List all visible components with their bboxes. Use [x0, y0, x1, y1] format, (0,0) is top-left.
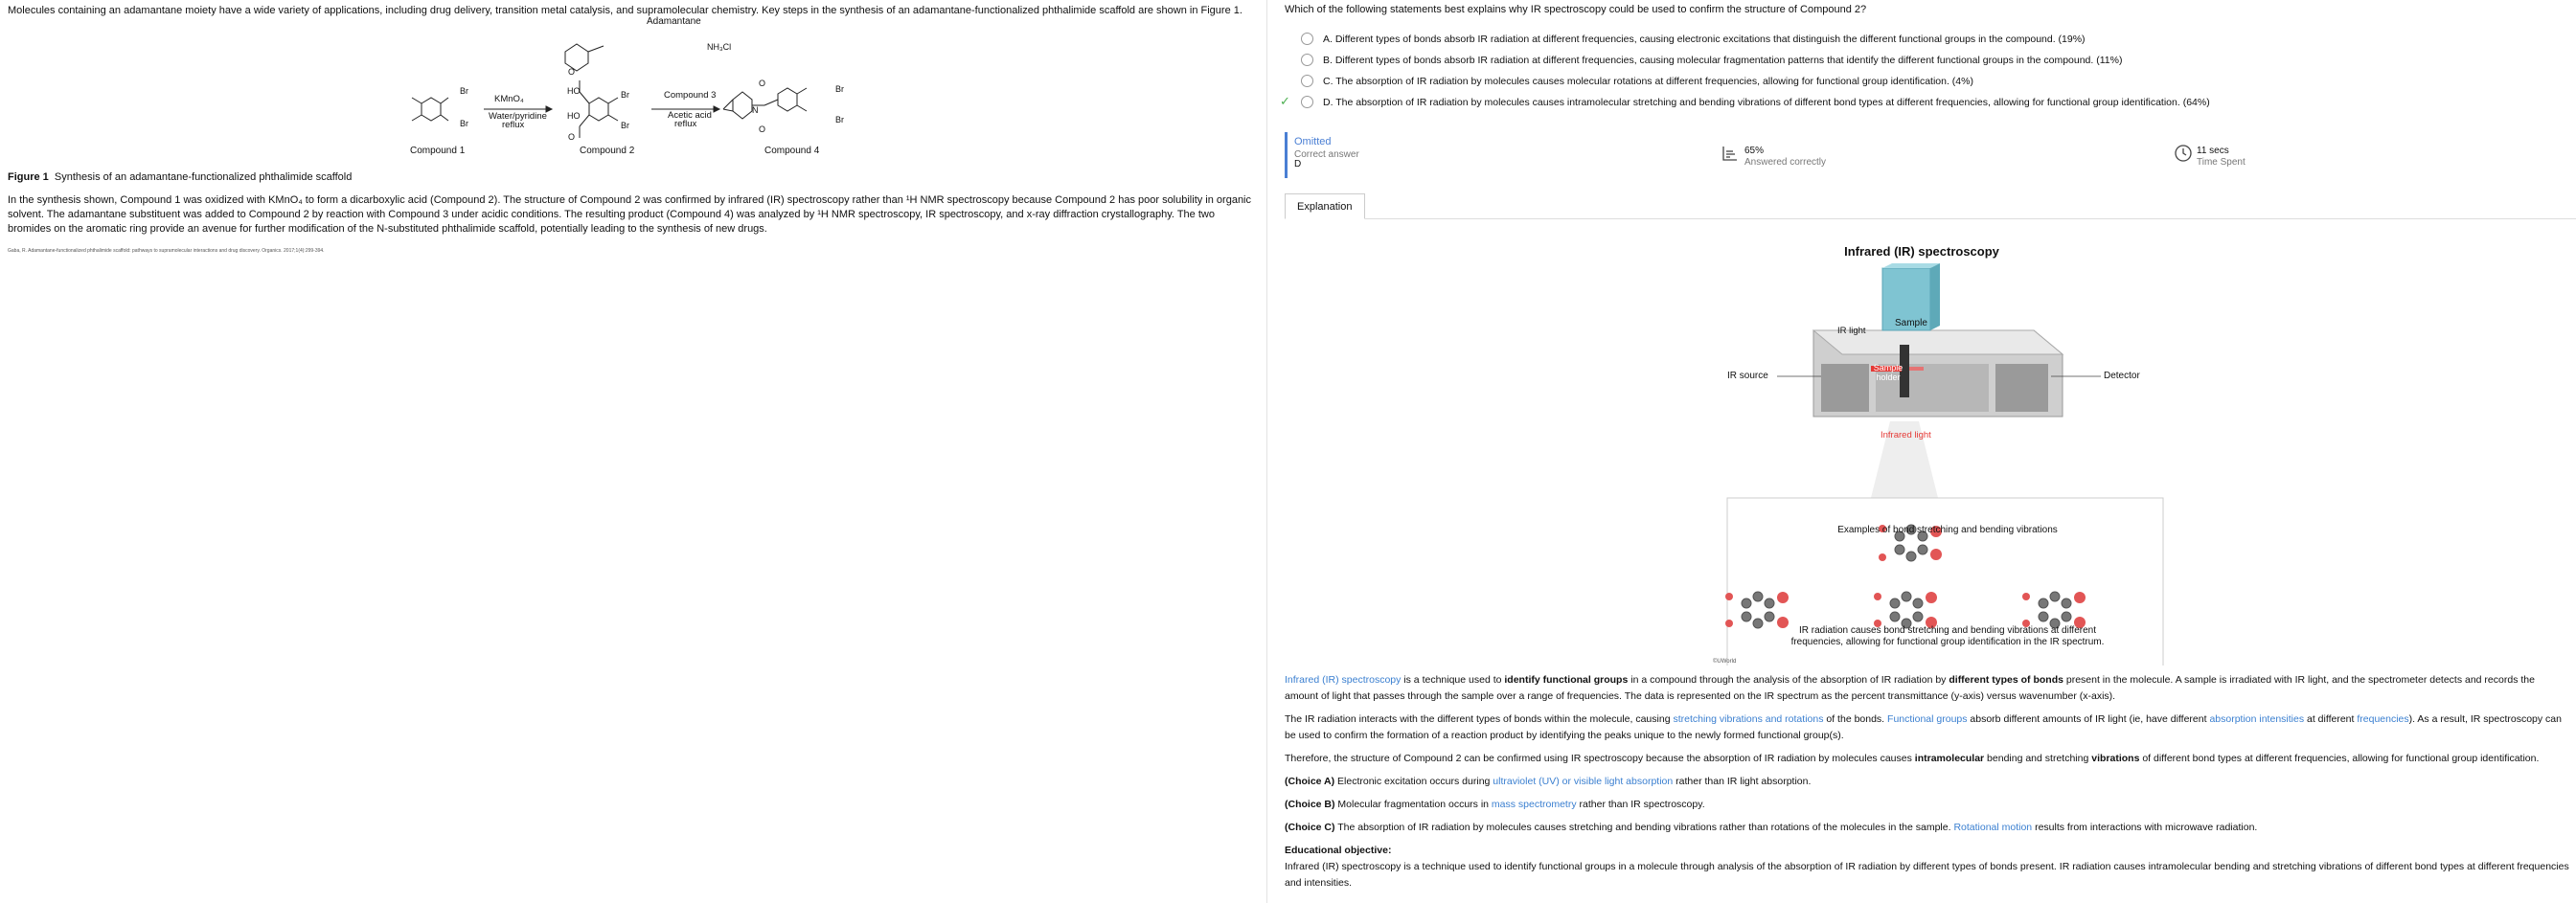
link-absorption-intensities[interactable]: absorption intensities	[2209, 713, 2305, 725]
p2-text-a: The IR radiation interacts with the different types of bonds within the molecule, causing	[1285, 713, 1674, 725]
tab-explanation[interactable]: Explanation	[1285, 193, 1365, 219]
sample-label: Sample	[1895, 318, 1927, 328]
ir-light-label: IR light	[1837, 326, 1866, 336]
radio-d[interactable]	[1301, 96, 1313, 108]
pc-text-1: The absorption of IR radiation by molecules causes stretching and bending vibrations rather than rotations of the molecules in the sample.	[1334, 822, 1954, 833]
correct-answer-label: Correct answer	[1294, 149, 1359, 160]
choice-b-text: B. Different types of bonds absorb IR radiation at different frequencies, causing molecular fragmentation patterns that identify the different functional groups in the compound. (11%)	[1323, 55, 2123, 66]
passage-body: In the synthesis shown, Compound 1 was oxidized with KMnO₄ to form a dicarboxylic acid (Compound 2). The structure of Compound 2 was confirmed by infrared (IR) spectroscopy rather than ¹H NMR spectroscopy because Compound 2 has poor solubility in organic solvent. The adamantane substituent was added to Compound 2 by reaction with Compound 3 under acidic conditions. The resulting product (Compound 4) was analyzed by ¹H NMR spectroscopy, IR spectroscopy, and x-ray diffraction crystallography. The two bromides on the aromatic ring provide an avenue for further modification of the N-substituted phthalimide scaffold, potentially leading to the synthesis of new drugs.	[8, 194, 1252, 235]
reaction-scheme-drawing	[402, 25, 862, 164]
p2-text-b: of the bonds.	[1823, 713, 1888, 725]
link-functional-groups[interactable]: Functional groups	[1887, 713, 1968, 725]
c2-ho-top: HO	[567, 86, 581, 96]
p1-text-a: is a technique used to	[1401, 674, 1505, 686]
explanation-p3	[1285, 751, 2570, 767]
pa-text-2: rather than IR light absorption.	[1673, 776, 1812, 787]
figure-caption-label: Figure 1	[8, 171, 49, 183]
adamantane-label: Adamantane	[647, 16, 701, 27]
p3-text-d: of different bond types at different frequencies, allowing for functional group identification.	[2139, 753, 2540, 764]
time-value: 11 secs	[2197, 146, 2229, 156]
compound-2-label: Compound 2	[580, 146, 635, 156]
tab-bar	[1285, 193, 2576, 219]
p1-text-d: present in the molecule. A sample is irradiated with IR light, and the spectrometer detects and records the amount of light that passes through the sample over a range of frequencies. The data is represented on the IR spectrum as the percent transmittance (y-axis) versus wavenumber (x-axis).	[1285, 674, 2535, 702]
question-stem: Which of the following statements best explains why IR spectroscopy could be used to confirm the structure of Compound 2?	[1285, 4, 1867, 15]
step2-reagent: Compound 3	[664, 90, 717, 101]
choice-a[interactable]	[1301, 33, 2210, 54]
compound-4-label: Compound 4	[764, 146, 820, 156]
passage-panel	[0, 0, 1266, 903]
ir-figure-title: Infrared (IR) spectroscopy	[1844, 244, 1999, 259]
examples-caption: Examples of bond stretching and bending vibrations	[1837, 525, 2058, 535]
radio-a[interactable]	[1301, 33, 1313, 45]
infrared-light-label: Infrared light	[1881, 430, 1931, 440]
step1-reagent: KMnO₄	[494, 94, 524, 104]
link-rotational-motion[interactable]: Rotational motion	[1953, 822, 2033, 833]
p3-bold-1: intramolecular	[1914, 753, 1985, 764]
explanation-text	[1285, 672, 2570, 898]
link-frequencies[interactable]: frequencies	[2357, 713, 2409, 725]
p2-text-e: ). As a result, IR spectroscopy can be used to confirm the formation of a reaction product by identifying the peaks unique to the newly formed functional group(s).	[1285, 713, 2562, 741]
educational-objective-text: Infrared (IR) spectroscopy is a technique used to identify functional groups in a molecule through analysis of the absorption of IR radiation by different types of bonds present. IR radiation causes intramolecular bending and stretching vibrations of different bond types at different frequencies and intensities.	[1285, 861, 2569, 889]
choice-d[interactable]	[1280, 94, 2210, 117]
percent-value: 65%	[1744, 146, 1765, 156]
choice-c-label: (Choice C)	[1285, 822, 1335, 833]
copyright: ©UWorld	[1713, 659, 1737, 665]
pb-text-1: Molecular fragmentation occurs in	[1334, 799, 1492, 810]
choice-a-label: (Choice A)	[1285, 776, 1335, 787]
p1-text-c: in a compound through the analysis of the absorption of IR radiation by	[1628, 674, 1949, 686]
passage-intro: Molecules containing an adamantane moiety have a wide variety of applications, including drug delivery, transition metal catalysis, and supramolecular chemistry. Key steps in the synthesis of an adamantane-functionalized phthalimide scaffold are shown in Figure 1.	[8, 5, 1242, 16]
nh3cl-label: NH₃Cl	[707, 42, 732, 52]
answer-stats	[1285, 132, 2576, 180]
ir-diagram	[1679, 263, 2216, 666]
educational-objective-heading	[1285, 843, 2570, 859]
clock-icon	[2174, 144, 2193, 163]
choice-a-text: A. Different types of bonds absorb IR radiation at different frequencies, causing electronic excitations that distinguish the different functional groups in the compound. (19%)	[1323, 34, 2086, 45]
step1-solvent: Water/pyridine	[489, 111, 547, 122]
c4-o-bottom: O	[759, 124, 766, 134]
c2-o-top: O	[568, 67, 576, 77]
explanation-choice-b	[1285, 797, 2570, 813]
p2-text-d: at different	[2304, 713, 2358, 725]
c1-br-top: Br	[460, 86, 468, 96]
c4-br-bottom: Br	[835, 115, 844, 124]
choice-c[interactable]	[1301, 75, 2210, 96]
figure-caption	[8, 171, 352, 183]
link-stretching[interactable]: stretching vibrations and rotations	[1673, 713, 1824, 725]
ir-spectrometer-illustration	[1679, 263, 2216, 666]
c2-br-bottom: Br	[621, 121, 629, 130]
status-text: Omitted	[1294, 136, 1332, 147]
sample-holder-label: Sample holder	[1873, 363, 1904, 382]
bottom-caption-2: frequencies, allowing for functional group identification in the IR spectrum.	[1790, 637, 2105, 647]
bottom-caption-1: IR radiation causes bond stretching and bending vibrations at different	[1798, 625, 2096, 636]
detector-label: Detector	[2104, 371, 2140, 381]
choice-c-text: C. The absorption of IR radiation by molecules causes molecular rotations at different frequencies, allowing for functional group identification. (4%)	[1323, 76, 1973, 87]
p3-text-a: Therefore, the structure of Compound 2 can be confirmed using IR spectroscopy because the absorption of IR radiation by molecules causes	[1285, 753, 1915, 764]
correct-answer-value: D	[1294, 159, 1302, 169]
compound-1-label: Compound 1	[410, 146, 466, 156]
choice-b-label: (Choice B)	[1285, 799, 1335, 810]
radio-b[interactable]	[1301, 54, 1313, 66]
step1-conditions: reflux	[502, 120, 525, 130]
p3-bold-2: vibrations	[2091, 753, 2140, 764]
step2-solvent: Acetic acid	[668, 110, 712, 121]
c2-br-top: Br	[621, 90, 629, 100]
p2-text-c: absorb different amounts of IR light (ie, have different	[1967, 713, 2210, 725]
p3-text-c: bending and stretching	[1984, 753, 2092, 764]
explanation-p1	[1285, 672, 2570, 705]
time-label: Time Spent	[2197, 157, 2245, 168]
c4-o-top: O	[759, 79, 766, 88]
status-bar	[1285, 132, 1288, 178]
ir-source-label: IR source	[1727, 371, 1768, 381]
link-uv-vis[interactable]: ultraviolet (UV) or visible light absorption	[1493, 776, 1674, 787]
explanation-choice-a	[1285, 774, 2570, 790]
c4-n: N	[752, 105, 759, 115]
choice-d-text: D. The absorption of IR radiation by molecules causes intramolecular stretching and bending vibrations of different bond types at different frequencies, allowing for functional group identification. (64%)	[1323, 97, 2210, 108]
bar-chart-icon	[1721, 144, 1740, 163]
pb-text-2: rather than IR spectroscopy.	[1576, 799, 1705, 810]
reaction-scheme	[402, 16, 862, 164]
link-mass-spec[interactable]: mass spectrometry	[1491, 799, 1577, 810]
citation: Gaba, R. Adamantane-functionalized phthalimide scaffold: pathways to supramolecular interactions and drug discovery. Organics. 2017;1(4):299-394.	[8, 248, 325, 254]
c1-br-bottom: Br	[460, 119, 468, 128]
correct-check-icon: ✓	[1280, 94, 1290, 108]
link-ir-spectroscopy[interactable]: Infrared (IR) spectroscopy	[1285, 674, 1402, 686]
percent-label: Answered correctly	[1744, 157, 1827, 168]
ed-label: Educational objective:	[1285, 845, 1392, 856]
c4-br-top: Br	[835, 84, 844, 94]
explanation-p2	[1285, 711, 2570, 744]
p1-bold-1: identify functional groups	[1504, 674, 1629, 686]
p1-bold-2: different types of bonds	[1949, 674, 2063, 686]
answer-choices	[1280, 33, 2210, 117]
pc-text-2: results from interactions with microwave radiation.	[2032, 822, 2258, 833]
c2-ho-bottom: HO	[567, 111, 581, 121]
figure-caption-text: Synthesis of an adamantane-functionalized phthalimide scaffold	[54, 171, 353, 183]
step2-conditions: reflux	[674, 119, 697, 129]
explanation-choice-c	[1285, 820, 2570, 836]
pa-text-1: Electronic excitation occurs during	[1334, 776, 1493, 787]
choice-b[interactable]	[1301, 54, 2210, 75]
question-panel	[1267, 0, 2576, 903]
radio-c[interactable]	[1301, 75, 1313, 87]
c2-o-bottom: O	[568, 132, 576, 142]
